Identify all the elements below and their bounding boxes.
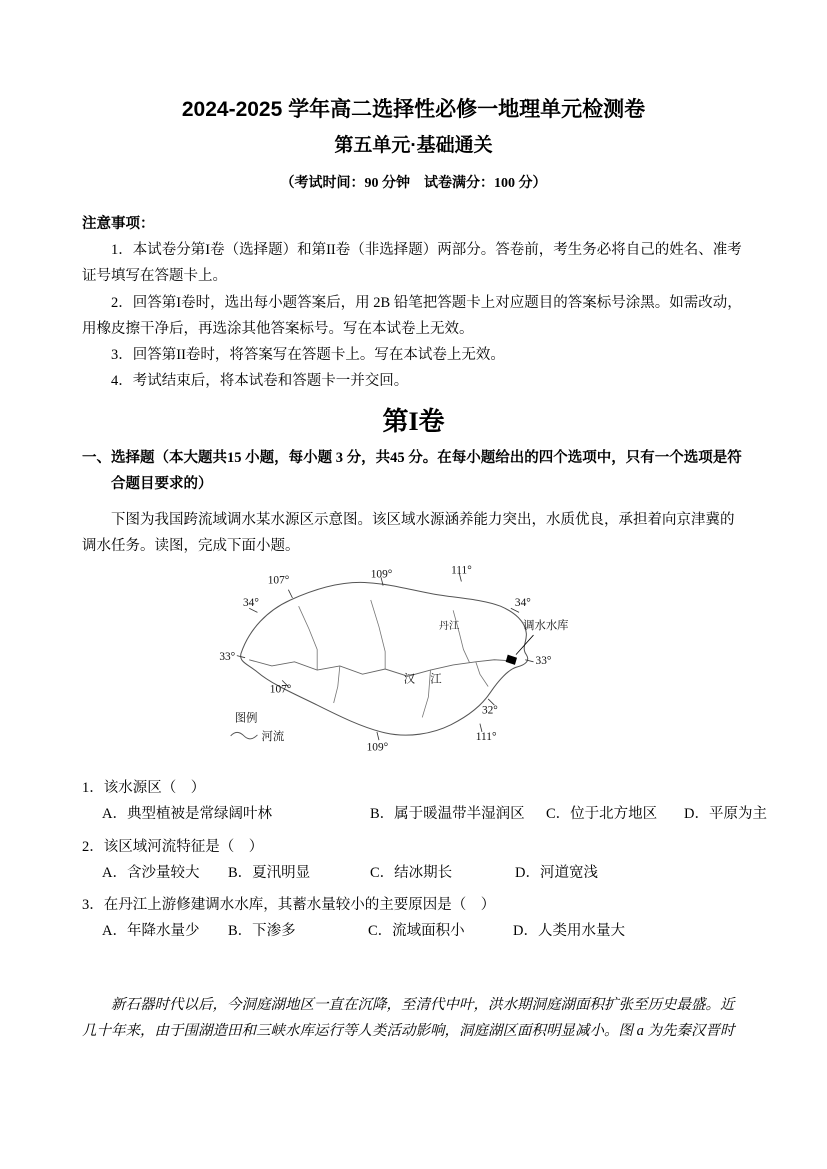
reservoir-label: 调水水库 [522, 620, 569, 633]
part1-title: 第I卷 [382, 406, 445, 436]
watershed-map [218, 565, 610, 771]
question-3-options [82, 918, 745, 944]
lon-label-top-mid: 109° [370, 568, 392, 581]
lon-label-bottom-right: 111° [475, 731, 496, 744]
question-2-option-b: B．夏汛明显 [228, 864, 311, 881]
river-tributary [298, 607, 317, 671]
river-tributary [333, 666, 339, 703]
river-upper-label: 丹江 [438, 621, 459, 633]
question-2-options [82, 860, 745, 886]
question-2-option-c: C．结冰期长 [370, 864, 453, 881]
question-1 [82, 775, 767, 827]
question-1-option-d: D．平原为主 [684, 806, 767, 823]
section-heading: 一、选择题（本大题共15 小题，每小题 3 分，共45 分。在每小题给出的四个选项中，只有一个选项是符合题目要求的） [82, 449, 742, 493]
question-2-option-d: D．河道宽浅 [515, 864, 598, 881]
river-main-label: 汉 江 [403, 673, 448, 686]
lon-label-top-right: 111° [450, 565, 472, 577]
lon-label-bottom-mid: 109° [366, 741, 388, 754]
question-1-option-b: B．属于暖温带半湿润区 [370, 806, 525, 823]
lon-label-left-low: 107° [269, 684, 291, 697]
question-3-option-b: B．下渗多 [228, 922, 296, 939]
question-3-option-a: A．年降水量少 [102, 922, 200, 939]
question-3-option-c: C．流域面积小 [368, 922, 465, 939]
lon-label-top-left: 107° [267, 574, 289, 587]
question-2 [82, 834, 745, 886]
notice-item-4: 4．考试结束后，将本试卷和答题卡一并交回。 [111, 372, 409, 389]
lat-label-right-top: 34° [514, 597, 531, 610]
lat-label-right-low: 32° [481, 704, 498, 717]
reservoir-marker [505, 655, 516, 665]
notice-item-1: 1．本试卷分第I卷（选择题）和第II卷（非选择题）两部分。答卷前，考生务必将自己的姓名、准考证号填写在答题卡上。 [82, 242, 742, 285]
river-main [249, 660, 511, 676]
question-3-stem: 3．在丹江上游修建调水水库，其蓄水量较小的主要原因是（ ） [82, 896, 496, 913]
lat-label-left-mid: 33° [218, 651, 235, 664]
river-tributary [475, 662, 487, 687]
notice-item-2: 2．回答第I卷时，选出每小题答案后，用 2B 铅笔把答题卡上对应题目的答案标号涂黑。如需改动，用橡皮擦干净后，再选涂其他答案标号。写在本试卷上无效。 [82, 294, 742, 337]
legend-river-label: 河流 [261, 731, 284, 744]
exam-meta: （考试时间：90 分钟 试卷满分：100 分） [280, 176, 547, 192]
question-1-stem: 1．该水源区（ ） [82, 780, 206, 797]
question-passage: 下图为我国跨流域调水某水源区示意图。该区域水源涵养能力突出，水质优良，承担着向京津冀的调水任务。读图，完成下面小题。 [82, 512, 735, 555]
legend-title: 图例 [234, 712, 257, 725]
paper-subtitle: 第五单元·基础通关 [334, 135, 493, 157]
legend-river-symbol [230, 733, 257, 739]
question-1-option-a: A．典型植被是常绿阔叶林 [102, 806, 272, 823]
question-2-stem: 2．该区域河流特征是（ ） [82, 838, 264, 855]
notice-item-3: 3．回答第II卷时，将答案写在答题卡上。写在本试卷上无效。 [111, 346, 505, 363]
question-3 [82, 892, 745, 944]
map-figure [218, 565, 610, 771]
question-2-option-a: A．含沙量较大 [102, 864, 200, 881]
question-3-option-d: D．人类用水量大 [513, 922, 625, 939]
next-passage: 新石器时代以后，今洞庭湖地区一直在沉降，至清代中叶，洪水期洞庭湖面积扩张至历史最盛。近几十年来，由于围湖造田和三峡水库运行等人类活动影响，洞庭湖区面积明显减小。图 a 为先秦汉晋时 [82, 996, 735, 1039]
question-1-options [82, 801, 767, 827]
question-1-option-c: C．位于北方地区 [546, 806, 658, 823]
paper-title: 2024-2025 学年高二选择性必修一地理单元检测卷 [181, 98, 646, 121]
lat-label-right-mid: 33° [535, 655, 551, 668]
river-tributary-danjiang [453, 611, 469, 664]
river-tributary [370, 600, 384, 669]
lat-label-left-top: 34° [242, 597, 259, 610]
notice-label: 注意事项： [82, 216, 155, 233]
